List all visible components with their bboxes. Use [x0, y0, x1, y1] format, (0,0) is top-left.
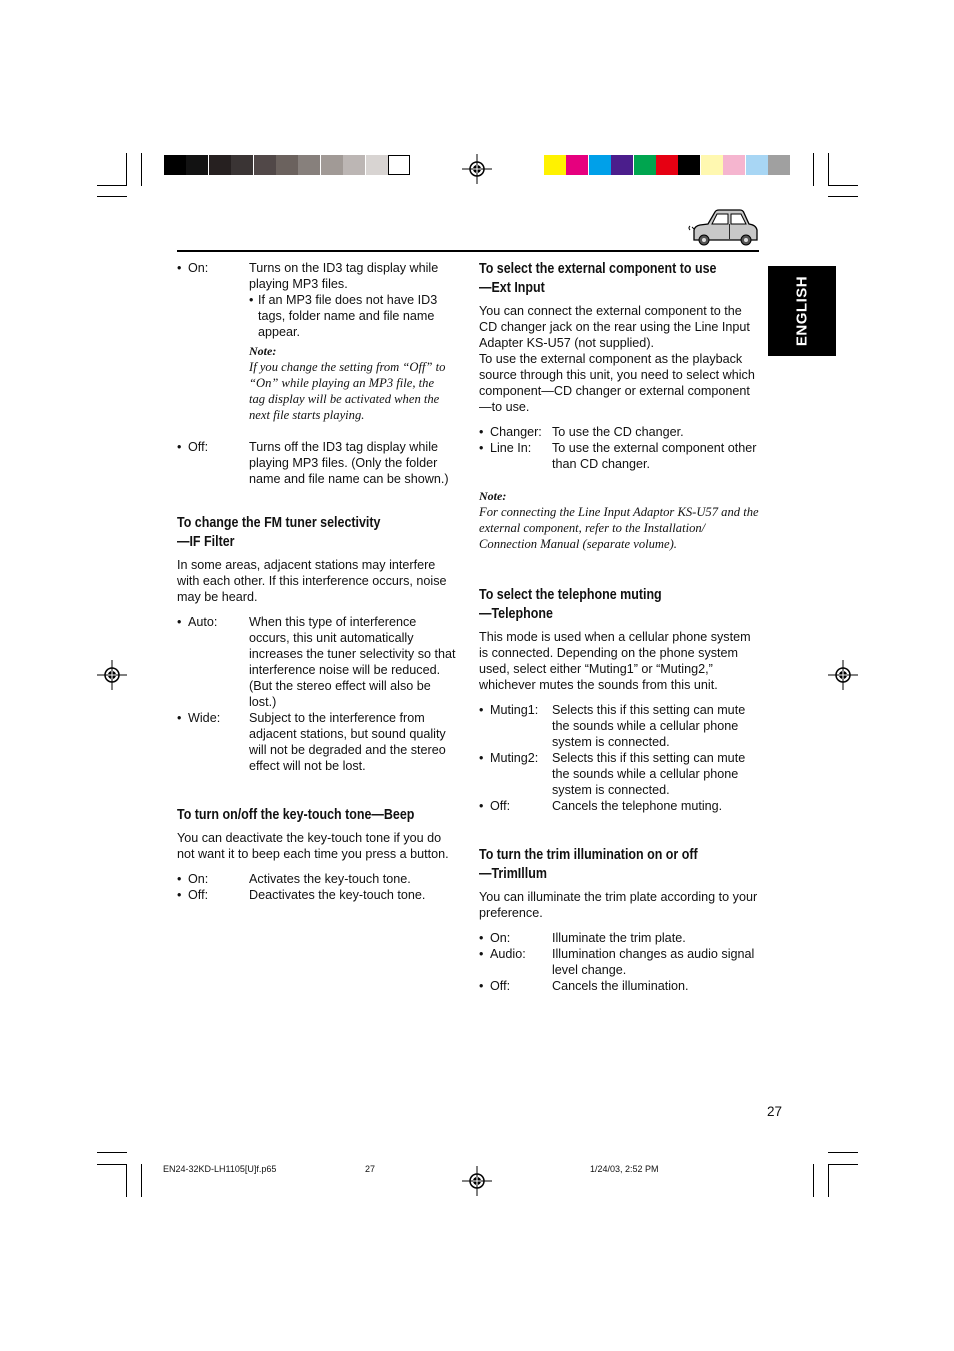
crop-mark: [828, 185, 858, 186]
color-swatch: [589, 155, 611, 175]
color-swatch: [298, 155, 320, 175]
color-swatch: [388, 155, 410, 175]
telephone-section: [479, 586, 760, 814]
option-item: • On: Activates the key-touch tone.: [177, 871, 457, 887]
option-list: [479, 424, 760, 472]
crop-mark: [97, 1164, 127, 1165]
car-icon: [688, 206, 760, 248]
crop-mark: [126, 1164, 127, 1197]
crop-mark: [813, 1164, 814, 1197]
note-title: Note:: [249, 344, 277, 358]
section-intro: In some areas, adjacent stations may interfere with each other. If this interference occurs, noise may be heard.: [177, 558, 447, 604]
registration-target-icon: [97, 660, 127, 690]
left-column: [177, 260, 457, 903]
color-swatch: [701, 155, 723, 175]
option-label: Muting1:: [490, 703, 539, 717]
option-label: On:: [188, 261, 209, 275]
note-text: If you change the setting from “Off” to “On” while playing an MP3 file, the tag display will be activated when the next file starts playing.: [249, 360, 446, 422]
crop-mark: [813, 153, 814, 186]
option-item: • Off: Cancels the telephone muting.: [479, 798, 760, 814]
color-swatch: [321, 155, 343, 175]
section-intro: You can connect the external component to the CD changer jack on the rear using the Line Input Adapter KS-U57 (not supplied).: [479, 304, 750, 350]
option-label: Off:: [188, 888, 209, 902]
section-heading-sub: —IF Filter: [177, 534, 235, 550]
footer-page: 27: [365, 1164, 376, 1174]
crop-mark: [828, 1152, 858, 1153]
option-item: • Off: Deactivates the key-touch tone.: [177, 887, 457, 903]
option-item: • Wide: Subject to the interference from adjacent stations, but sound quality will not be degraded and the stereo effect will not be lost.: [177, 710, 457, 774]
section-heading: To select the telephone muting: [479, 587, 662, 603]
registration-target-icon: [462, 1166, 492, 1196]
option-description: Subject to the interference from adjacent stations, but sound quality will not be degraded and the stereo effect will not be lost.: [249, 711, 446, 773]
section-heading: To turn the trim illumination on or off: [479, 847, 698, 863]
color-swatch: [343, 155, 365, 175]
option-item: • Muting2: Selects this if this setting can mute the sounds while a cellular phone system is connected.: [479, 750, 760, 798]
option-description: To use the external component other than CD changer.: [552, 441, 757, 471]
section-heading: To change the FM tuner selectivity: [177, 515, 381, 531]
beep-section: [177, 806, 457, 903]
language-tab-label: ENGLISH: [793, 275, 811, 347]
option-item: • Audio: Illumination changes as audio signal level change.: [479, 946, 760, 978]
option-label: Off:: [490, 799, 511, 813]
crop-mark: [97, 1152, 127, 1153]
crop-mark: [828, 1164, 829, 1197]
color-swatch: [746, 155, 768, 175]
color-swatch: [209, 155, 231, 175]
section-intro: This mode is used when a cellular phone system is connected. Depending on the phone system used, select either “Muting1” or “Muting2,” whichever mutes the sounds from this unit.: [479, 630, 751, 692]
color-swatch: [276, 155, 298, 175]
color-swatch: [723, 155, 745, 175]
section-heading: To turn on/off the key-touch tone—Beep: [177, 807, 415, 823]
color-swatch: [254, 155, 276, 175]
right-column: [479, 260, 760, 994]
option-description: To use the CD changer.: [552, 425, 684, 439]
color-swatch: [164, 155, 186, 175]
option-description: When this type of interference occurs, this unit automatically increases the tuner selectivity so that interference noise will be reduced. (But the stereo effect will also be lost.): [249, 615, 456, 709]
option-description: Illumination changes as audio signal level change.: [552, 947, 755, 977]
option-label: Off:: [188, 440, 209, 454]
crop-mark: [126, 153, 127, 186]
id3-off-item: • Off: Turns off the ID3 tag display while playing MP3 files. (Only the folder name and file name can be shown.): [177, 439, 457, 487]
trim-section: [479, 846, 760, 994]
color-swatch: [768, 155, 790, 175]
note-text: For connecting the Line Input Adaptor KS-U57 and the external component, refer to the Installation/ Connection Manual (separate volume).: [479, 505, 759, 551]
option-item: • Muting1: Selects this if this setting can mute the sounds while a cellular phone system is connected.: [479, 702, 760, 750]
option-list: [479, 930, 760, 994]
color-swatch: [544, 155, 566, 175]
color-swatch: [678, 155, 700, 175]
option-description: Selects this if this setting can mute the sounds while a cellular phone system is connected.: [552, 751, 746, 797]
option-description: Activates the key-touch tone.: [249, 872, 411, 886]
note-title: Note:: [479, 489, 507, 503]
crop-mark: [97, 196, 127, 197]
id3-note: [177, 343, 457, 423]
color-swatch: [231, 155, 253, 175]
option-description: Turns on the ID3 tag display while playing MP3 files.: [249, 261, 439, 291]
option-item: • Off: Cancels the illumination.: [479, 978, 760, 994]
registration-target-icon: [828, 660, 858, 690]
section-heading-sub: —Ext Input: [479, 280, 545, 296]
id3-on-subitem: • If an MP3 file does not have ID3 tags, folder name and file name appear.: [177, 292, 457, 340]
option-item: • Changer: To use the CD changer.: [479, 424, 760, 440]
option-description: Deactivates the key-touch tone.: [249, 888, 426, 902]
color-swatch: [656, 155, 678, 175]
color-swatch: [634, 155, 656, 175]
option-label: Audio:: [490, 947, 526, 961]
option-label: Changer:: [490, 425, 542, 439]
option-label: Muting2:: [490, 751, 539, 765]
option-list: [177, 871, 457, 903]
color-swatch: [366, 155, 388, 175]
crop-mark: [141, 153, 142, 186]
crop-mark: [97, 185, 127, 186]
option-label: Off:: [490, 979, 511, 993]
page-number: 27: [767, 1104, 783, 1119]
header-rule: [177, 250, 759, 252]
ext-input-section: [479, 260, 760, 552]
option-description: Selects this if this setting can mute the sounds while a cellular phone system is connected.: [552, 703, 746, 749]
option-label: On:: [490, 931, 511, 945]
option-description: Cancels the telephone muting.: [552, 799, 723, 813]
option-description: Illuminate the trim plate.: [552, 931, 686, 945]
ext-note: [479, 488, 760, 552]
option-list: [177, 614, 457, 774]
option-subnote: If an MP3 file does not have ID3 tags, folder name and file name appear.: [258, 293, 438, 339]
id3-on-item: • On: Turns on the ID3 tag display while playing MP3 files.: [177, 260, 457, 292]
footer-timestamp: 1/24/03, 2:52 PM: [590, 1164, 659, 1174]
option-list: [479, 702, 760, 814]
crop-mark: [141, 1164, 142, 1197]
option-label: Auto:: [188, 615, 218, 629]
section-intro: To use the external component as the playback source through this unit, you need to select which component—CD changer or external component—to use.: [479, 352, 755, 414]
if-filter-section: [177, 514, 457, 774]
option-label: Line In:: [490, 441, 532, 455]
section-heading: To select the external component to use: [479, 261, 717, 277]
option-item: • Auto: When this type of interference occurs, this unit automatically increases the tuner selectivity so that interference noise will be reduced. (But the stereo effect will also be lost.): [177, 615, 456, 709]
color-swatch: [186, 155, 208, 175]
registration-target-icon: [462, 154, 492, 184]
option-description: Cancels the illumination.: [552, 979, 689, 993]
section-intro: You can illuminate the trim plate according to your preference.: [479, 890, 758, 920]
option-item: • Line In: To use the external component other than CD changer.: [479, 440, 760, 472]
section-heading-sub: —Telephone: [479, 606, 553, 622]
section-intro: You can deactivate the key-touch tone if you do not want it to beep each time you press a button.: [177, 831, 449, 861]
footer-filename: EN24-32KD-LH1105[U]f.p65: [163, 1164, 277, 1174]
section-heading-sub: —TrimIllum: [479, 866, 547, 882]
color-swatch: [566, 155, 588, 175]
crop-mark: [828, 196, 858, 197]
option-label: Wide:: [188, 711, 221, 725]
option-item: • On: Illuminate the trim plate.: [479, 930, 760, 946]
crop-mark: [828, 153, 829, 186]
option-label: On:: [188, 872, 209, 886]
option-description: Turns off the ID3 tag display while playing MP3 files. (Only the folder name and file name can be shown.): [249, 440, 449, 486]
crop-mark: [828, 1164, 858, 1165]
color-swatch: [611, 155, 633, 175]
